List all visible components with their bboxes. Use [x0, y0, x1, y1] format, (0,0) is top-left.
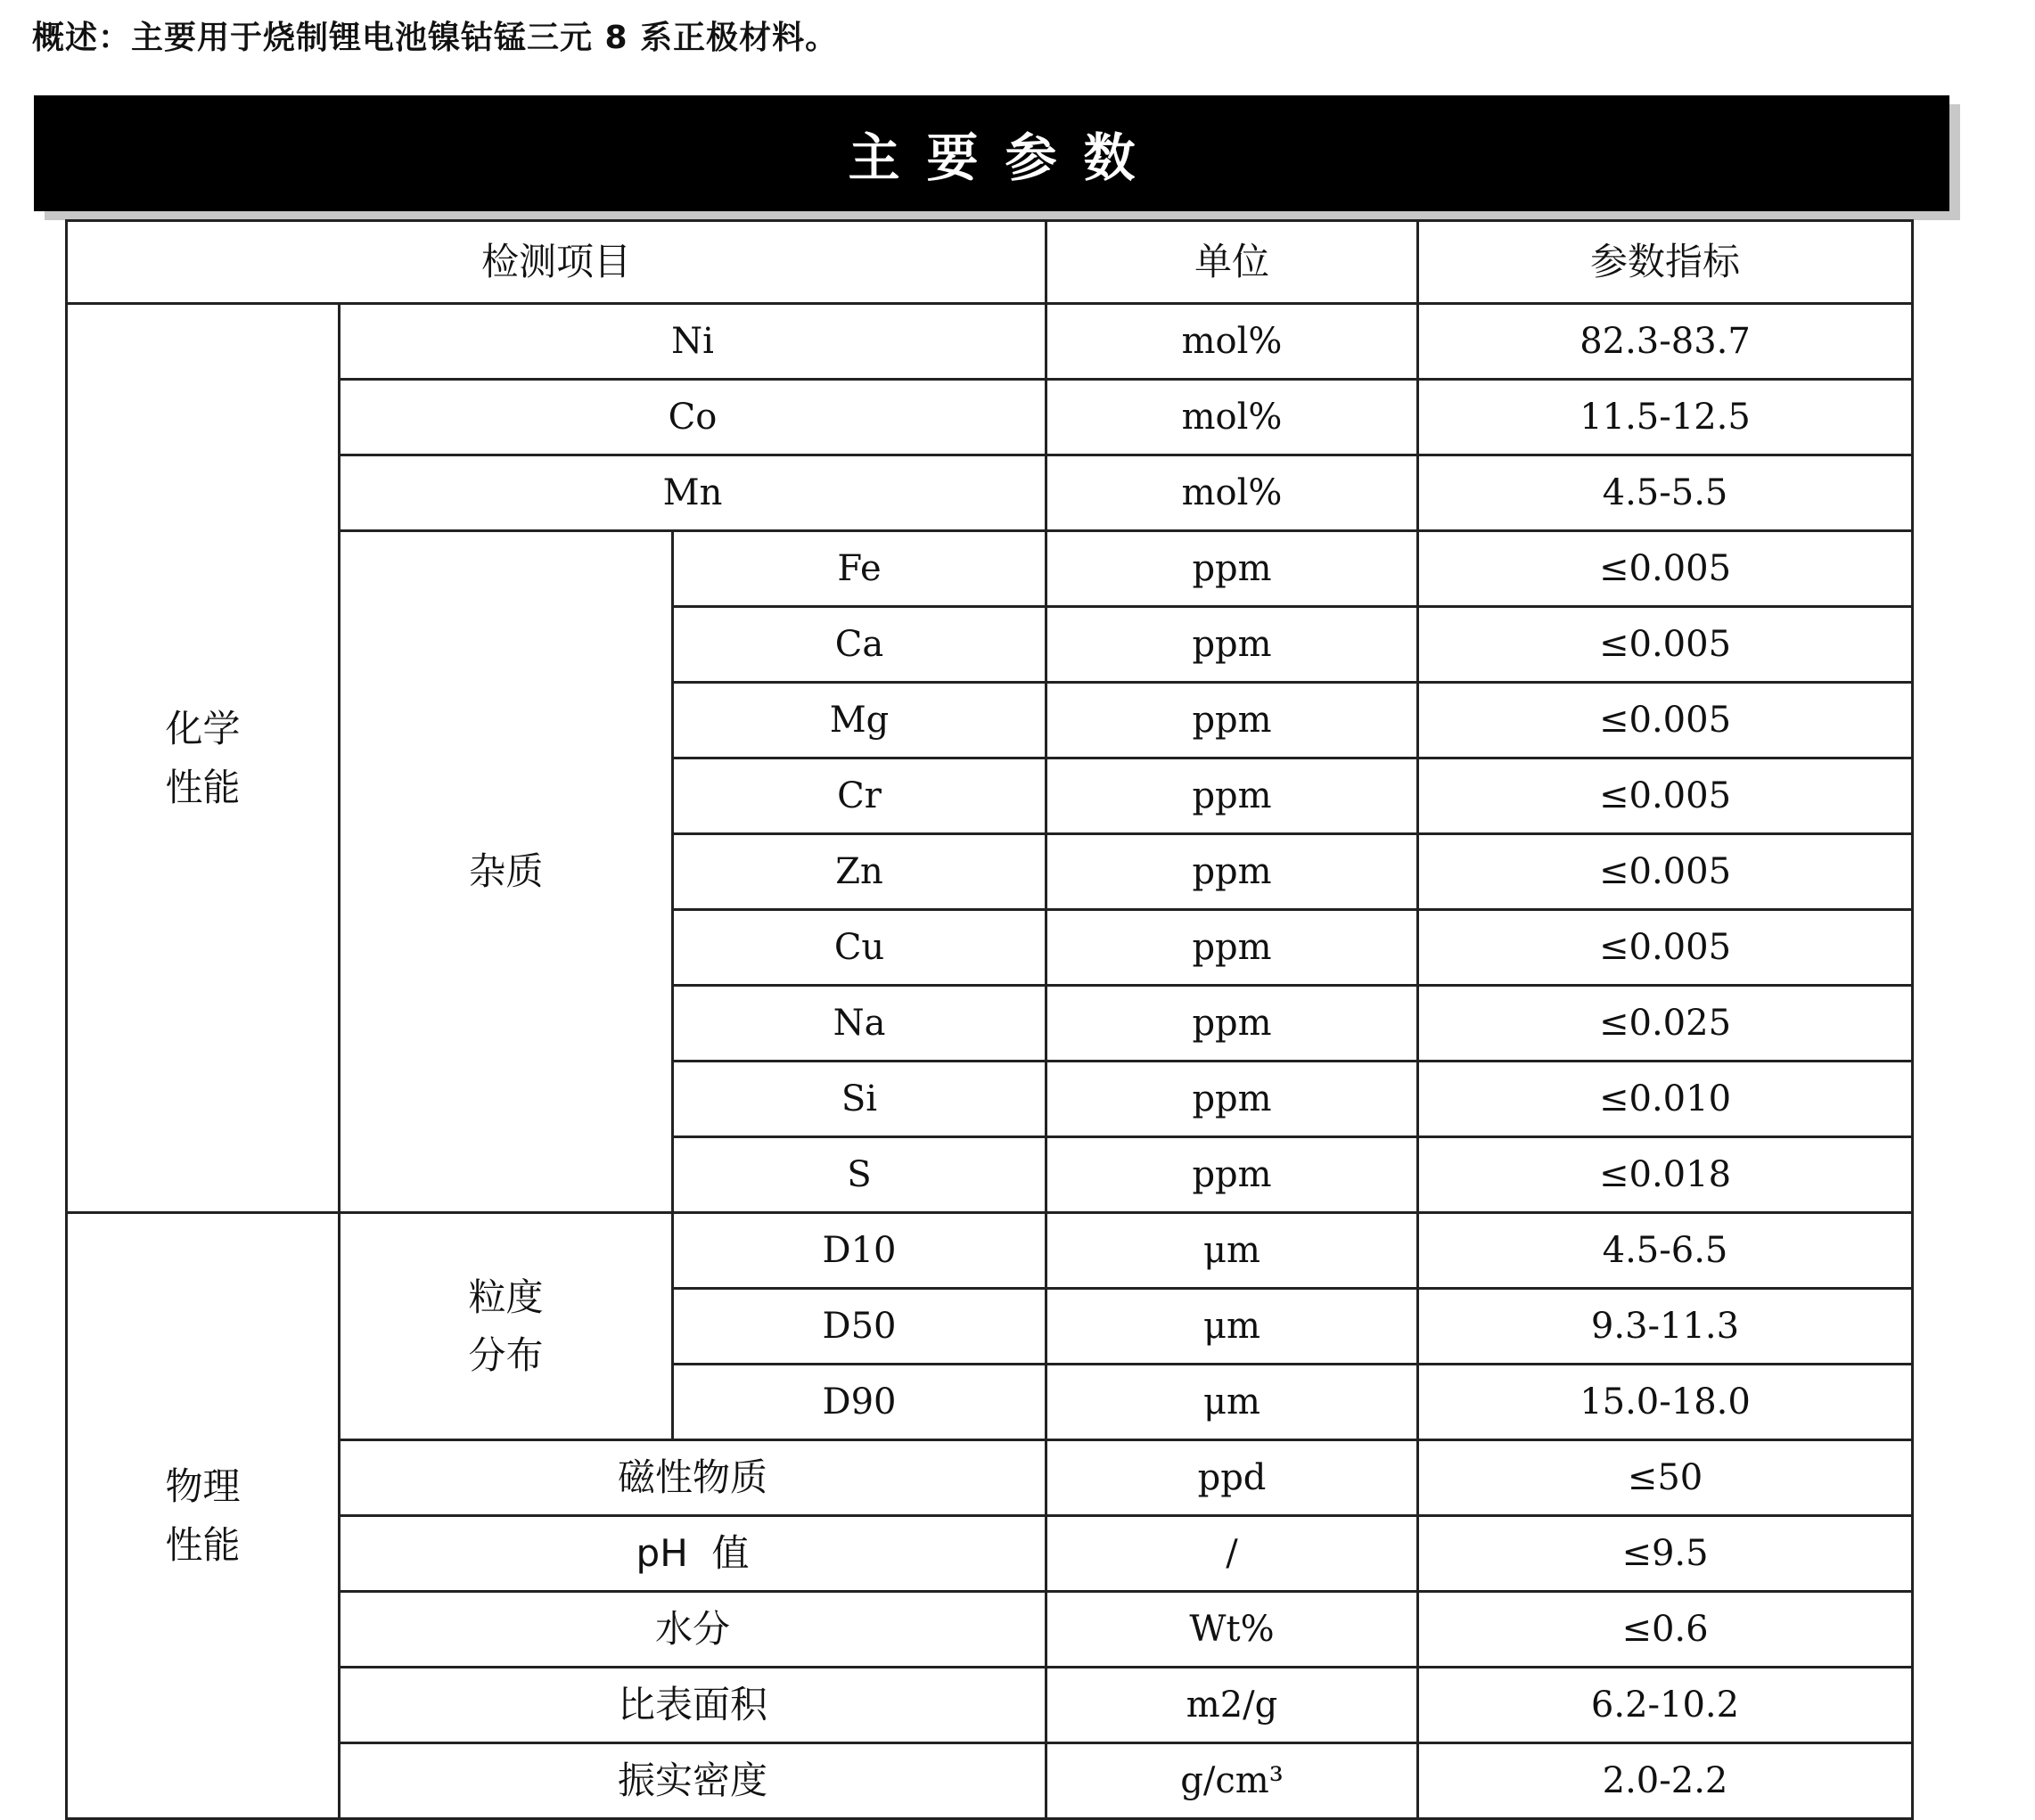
header-spec: 参数指标 — [1418, 221, 1913, 304]
cell-unit: μm — [1046, 1365, 1418, 1440]
cell-item: Cu — [673, 910, 1046, 986]
cell-value: 9.3-11.3 — [1418, 1289, 1913, 1365]
cell-item: D50 — [673, 1289, 1046, 1365]
cell-value: 4.5-6.5 — [1418, 1213, 1913, 1289]
cell-item: 水分 — [340, 1592, 1046, 1668]
cell-item: Mn — [340, 455, 1046, 531]
cell-item: Ca — [673, 607, 1046, 683]
cell-item: S — [673, 1137, 1046, 1213]
table-row — [67, 455, 1913, 531]
table-row — [67, 1440, 1913, 1516]
cell-value: ≤9.5 — [1418, 1516, 1913, 1592]
cell-unit: ppm — [1046, 1062, 1418, 1137]
cell-unit: / — [1046, 1516, 1418, 1592]
table-row — [67, 380, 1913, 455]
cell-unit: Wt% — [1046, 1592, 1418, 1668]
header-unit: 单位 — [1046, 221, 1418, 304]
cell-unit: mol% — [1046, 455, 1418, 531]
cell-item: Si — [673, 1062, 1046, 1137]
cell-unit: ppd — [1046, 1440, 1418, 1516]
cell-item: 比表面积 — [340, 1668, 1046, 1743]
cell-unit: ppm — [1046, 986, 1418, 1062]
cell-unit: ppm — [1046, 683, 1418, 758]
cell-unit: μm — [1046, 1289, 1418, 1365]
cell-item: 磁性物质 — [340, 1440, 1046, 1516]
cell-unit: ppm — [1046, 531, 1418, 607]
cell-item: pH 值 — [340, 1516, 1046, 1592]
header-item: 检测项目 — [67, 221, 1046, 304]
cell-item: Mg — [673, 683, 1046, 758]
cell-unit: μm — [1046, 1213, 1418, 1289]
cell-value: 11.5-12.5 — [1418, 380, 1913, 455]
group-chemical: 化学 性能 — [67, 304, 340, 1213]
table-row — [67, 1668, 1913, 1743]
cell-value: ≤0.6 — [1418, 1592, 1913, 1668]
parameters-table — [65, 219, 1914, 1820]
cell-value: ≤50 — [1418, 1440, 1913, 1516]
cell-item: Co — [340, 380, 1046, 455]
group-physical: 物理 性能 — [67, 1213, 340, 1819]
cell-item: Zn — [673, 834, 1046, 910]
table-row — [67, 304, 1913, 380]
cell-value: ≤0.005 — [1418, 910, 1913, 986]
cell-value: 2.0-2.2 — [1418, 1743, 1913, 1819]
banner-title: 主要参数 — [848, 127, 1162, 188]
cell-value: ≤0.025 — [1418, 986, 1913, 1062]
cell-value: 82.3-83.7 — [1418, 304, 1913, 380]
cell-value: ≤0.005 — [1418, 531, 1913, 607]
table-row — [67, 1743, 1913, 1819]
cell-value: ≤0.005 — [1418, 758, 1913, 834]
table-row — [67, 1516, 1913, 1592]
cell-value: ≤0.010 — [1418, 1062, 1913, 1137]
cell-value: ≤0.005 — [1418, 607, 1913, 683]
table-row — [67, 531, 1913, 607]
cell-item: Na — [673, 986, 1046, 1062]
cell-value: ≤0.018 — [1418, 1137, 1913, 1213]
cell-item: Ni — [340, 304, 1046, 380]
table-row — [67, 1592, 1913, 1668]
cell-value: ≤0.005 — [1418, 834, 1913, 910]
cell-unit: mol% — [1046, 304, 1418, 380]
cell-unit: ppm — [1046, 1137, 1418, 1213]
cell-item: D90 — [673, 1365, 1046, 1440]
cell-unit: ppm — [1046, 834, 1418, 910]
cell-unit: m2/g — [1046, 1668, 1418, 1743]
cell-unit: ppm — [1046, 910, 1418, 986]
cell-unit: mol% — [1046, 380, 1418, 455]
table-row — [67, 1213, 1913, 1289]
group-particle-size: 粒度 分布 — [340, 1213, 673, 1440]
cell-value: ≤0.005 — [1418, 683, 1913, 758]
cell-value: 4.5-5.5 — [1418, 455, 1913, 531]
summary-text: 概述：主要用于烧制锂电池镍钴锰三元 8 系正极材料。 — [32, 20, 839, 56]
cell-unit: g/cm³ — [1046, 1743, 1418, 1819]
cell-value: 15.0-18.0 — [1418, 1365, 1913, 1440]
cell-unit: ppm — [1046, 607, 1418, 683]
cell-unit: ppm — [1046, 758, 1418, 834]
cell-value: 6.2-10.2 — [1418, 1668, 1913, 1743]
cell-item: D10 — [673, 1213, 1046, 1289]
section-banner — [34, 95, 1949, 211]
table-header-row — [67, 221, 1913, 304]
cell-item: 振实密度 — [340, 1743, 1046, 1819]
cell-item: Fe — [673, 531, 1046, 607]
group-impurity: 杂质 — [340, 531, 673, 1213]
cell-item: Cr — [673, 758, 1046, 834]
